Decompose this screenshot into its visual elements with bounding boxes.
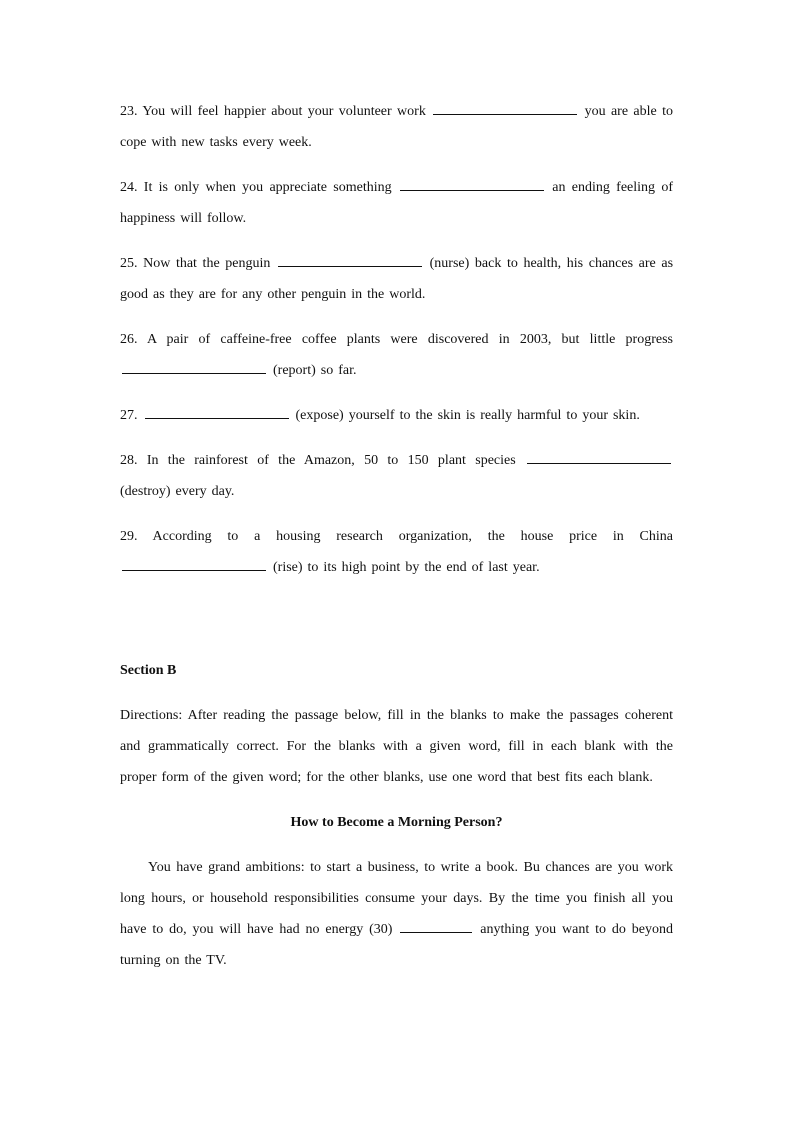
question-text-after: an ending feeling of happiness will follow. (120, 180, 674, 226)
section-directions: Directions: After reading the passage below, fill in the blanks to make the passages coherent and grammatically correct. For the blanks with a given word, fill in each blank with the proper form of the given word; for the other blanks, use one word that best fits each blank. (120, 708, 673, 785)
question-text-before: 29. According to a housing research organization, the house price in China (120, 529, 673, 544)
question-text-before: 25. Now that the penguin (120, 256, 271, 271)
answer-blank[interactable] (278, 252, 422, 267)
question-text-before: 28. In the rainforest of the Amazon, 50 to 150 plant species (120, 453, 516, 468)
question-26 (120, 324, 673, 386)
passage-text-after: anything you want to do beyond turning on the TV. (120, 922, 674, 968)
document-page (120, 96, 673, 990)
question-29 (120, 521, 673, 583)
question-text-before: 23. You will feel happier about your volunteer work (120, 104, 426, 119)
passage-paragraph (120, 852, 673, 976)
answer-blank[interactable] (527, 449, 671, 464)
question-25 (120, 248, 673, 310)
question-text-before: 26. A pair of caffeine-free coffee plants were discovered in 2003, but little progress (120, 332, 673, 347)
question-23 (120, 96, 673, 158)
answer-blank-30[interactable] (400, 918, 472, 933)
passage-title: How to Become a Morning Person? (290, 815, 503, 830)
question-text-after: (rise) to its high point by the end of last year. (273, 560, 540, 575)
answer-blank[interactable] (400, 176, 544, 191)
question-text-after: (report) so far. (273, 363, 357, 378)
section-title: Section B (120, 663, 177, 678)
question-24 (120, 172, 673, 234)
spacer (120, 597, 673, 655)
question-text-after: (nurse) back to health, his chances are as good as they are for any other penguin in the world. (120, 256, 674, 302)
question-text-after: (expose) yourself to the skin is really harmful to your skin. (295, 408, 640, 423)
question-27 (120, 400, 673, 431)
question-text-after: (destroy) every day. (120, 484, 235, 499)
question-text-before: 27. (120, 408, 138, 423)
question-text-after: you are able to cope with new tasks every week. (120, 104, 673, 150)
passage-text-before: You have grand ambitions: to start a business, to write a book. Bu chances are you work long hours, or household responsibilities consume your days. By the time you finish all you have to do, you will have had no energy (30) (120, 860, 673, 937)
answer-blank[interactable] (122, 556, 266, 571)
answer-blank[interactable] (433, 100, 577, 115)
answer-blank[interactable] (145, 404, 289, 419)
question-28 (120, 445, 673, 507)
answer-blank[interactable] (122, 359, 266, 374)
question-text-before: 24. It is only when you appreciate something (120, 180, 392, 195)
spacer (120, 686, 673, 700)
